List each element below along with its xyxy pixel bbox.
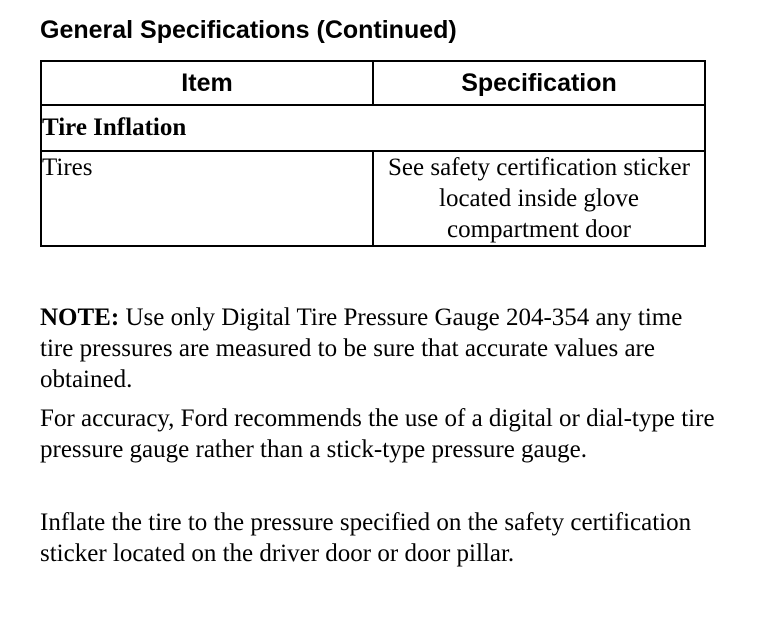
- table-header-row: [41, 61, 705, 105]
- specification-cell: See safety certification sticker located inside glove compartment door: [373, 151, 705, 246]
- accuracy-paragraph: For accuracy, Ford recommends the use of a digital or dial-type tire pressure gauge rather than a stick-type pressure gauge.: [40, 405, 715, 463]
- column-header-specification: Specification: [373, 61, 705, 105]
- note-label: NOTE:: [40, 304, 120, 331]
- item-cell: Tires: [41, 151, 373, 246]
- page-title: General Specifications (Continued): [40, 16, 457, 44]
- specifications-table: [40, 60, 706, 247]
- note-text: Use only Digital Tire Pressure Gauge 204-354 any time tire pressures are measured to be sure that accurate values are obtained.: [40, 304, 683, 393]
- column-header-item: Item: [41, 61, 373, 105]
- section-title-tire-inflation: Tire Inflation: [41, 105, 705, 151]
- table-row: [41, 151, 705, 246]
- note-paragraph: [40, 302, 720, 395]
- section-row: [41, 105, 705, 151]
- inflate-paragraph: Inflate the tire to the pressure specified on the safety certification sticker located on the driver door or door pillar.: [40, 509, 692, 567]
